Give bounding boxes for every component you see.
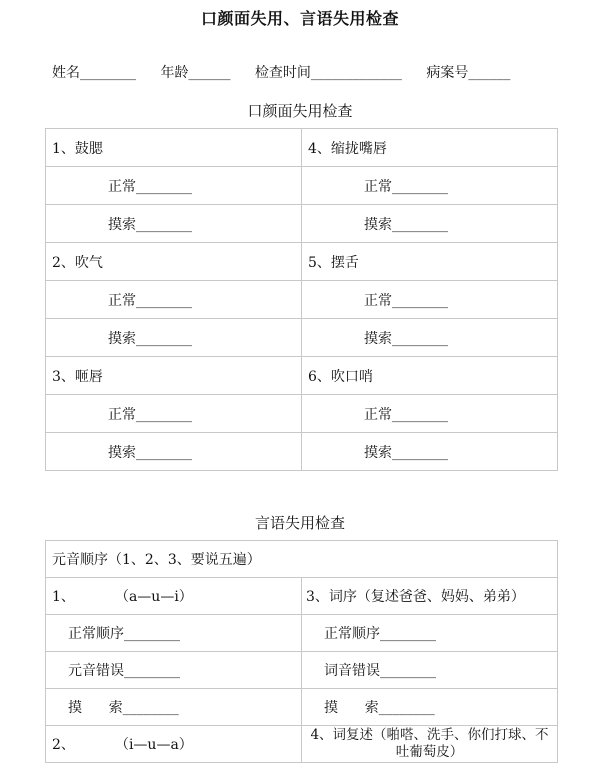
grope-field[interactable]: 摸索________	[46, 205, 302, 243]
table-row	[46, 615, 558, 652]
normal-field[interactable]: 正常________	[302, 167, 558, 205]
normal-field[interactable]: 正常________	[302, 281, 558, 319]
table-row	[46, 243, 558, 281]
grope-field[interactable]: 摸索________	[46, 319, 302, 357]
section-title-orofacial: 口颜面失用检查	[247, 102, 353, 120]
table-row	[46, 541, 558, 578]
item-label: 6、吹口哨	[302, 357, 558, 395]
grope-field[interactable]: 摸 索________	[46, 689, 302, 726]
table-row	[46, 281, 558, 319]
age-field[interactable]: 年龄______	[160, 65, 231, 81]
vowel-order-header: 元音顺序（1、2、3、要说五遍）	[46, 541, 558, 578]
table-row	[46, 652, 558, 689]
item-label: 3、词序（复述爸爸、妈妈、弟弟）	[302, 578, 558, 615]
section-title-speech: 言语失用检查	[254, 514, 345, 532]
normal-order-field[interactable]: 正常顺序________	[302, 615, 558, 652]
table-row	[46, 433, 558, 471]
table-row	[46, 578, 558, 615]
vowel-error-field[interactable]: 元音错误________	[46, 652, 302, 689]
table-row	[46, 167, 558, 205]
item-label: 1、 （a—u—i）	[46, 578, 302, 615]
normal-order-field[interactable]: 正常顺序________	[46, 615, 302, 652]
item-label: 4、缩拢嘴唇	[302, 129, 558, 167]
item-label: 4、词复述（啪嗒、洗手、你们打球、不吐葡萄皮）	[302, 726, 558, 763]
item-label: 5、摆舌	[302, 243, 558, 281]
item-label: 2、 （i—u—a）	[46, 726, 302, 763]
normal-field[interactable]: 正常________	[46, 281, 302, 319]
table-row	[46, 689, 558, 726]
item-label: 3、咂唇	[46, 357, 302, 395]
item-label: 1、鼓腮	[46, 129, 302, 167]
normal-field[interactable]: 正常________	[302, 395, 558, 433]
exam-time-field[interactable]: 检查时间_____________	[254, 65, 402, 81]
table-row	[46, 395, 558, 433]
speech-apraxia-table	[45, 540, 558, 763]
orofacial-apraxia-table	[45, 128, 558, 471]
word-error-field[interactable]: 词音错误________	[302, 652, 558, 689]
table-row	[46, 726, 558, 763]
grope-field[interactable]: 摸索________	[302, 319, 558, 357]
grope-field[interactable]: 摸索________	[46, 433, 302, 471]
table-row	[46, 319, 558, 357]
grope-field[interactable]: 摸索________	[302, 205, 558, 243]
patient-info-row	[52, 62, 510, 82]
record-number-field[interactable]: 病案号______	[426, 65, 511, 81]
page-title: 口颜面失用、言语失用检查	[200, 9, 399, 28]
name-field[interactable]: 姓名________	[52, 65, 136, 81]
table-row	[46, 129, 558, 167]
normal-field[interactable]: 正常________	[46, 395, 302, 433]
table-row	[46, 357, 558, 395]
table-row	[46, 205, 558, 243]
item-label: 2、吹气	[46, 243, 302, 281]
normal-field[interactable]: 正常________	[46, 167, 302, 205]
grope-field[interactable]: 摸 索________	[302, 689, 558, 726]
grope-field[interactable]: 摸索________	[302, 433, 558, 471]
